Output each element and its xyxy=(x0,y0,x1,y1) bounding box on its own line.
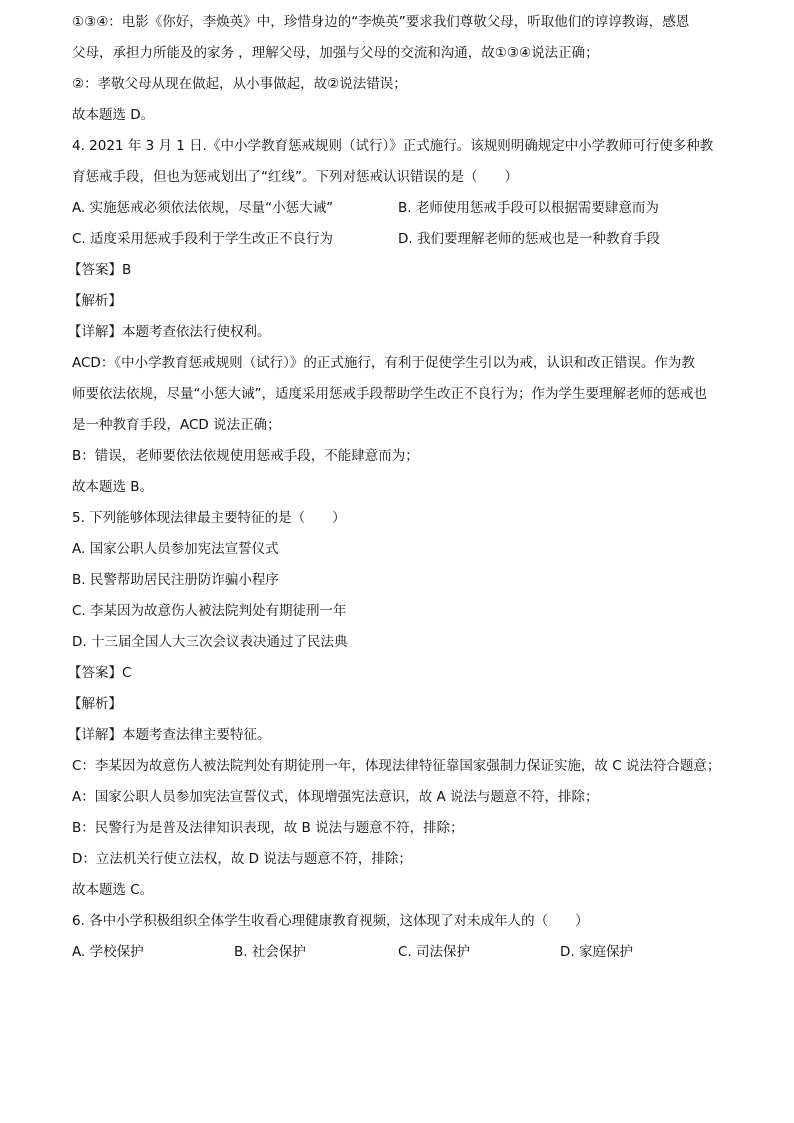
q4-option-a: A. 实施惩戒必须依法依规，尽量“小惩大诫” xyxy=(72,200,334,216)
q6-option-d: D. 家庭保护 xyxy=(560,944,633,960)
q4-option-c: C. 适度采用惩戒手段利于学生改正不良行为 xyxy=(72,231,334,247)
q5-stem: 5. 下列能够体现法律最主要特征的是（ ） xyxy=(72,510,346,526)
q4-explanation-line-4: B：错误，老师要依法依规使用惩戒手段，不能肆意而为； xyxy=(72,448,419,464)
q5-option-a: A. 国家公职人员参加宪法宣誓仪式 xyxy=(72,541,279,557)
q3-explanation-line-2: 父母，承担力所能及的家务 ，理解父母，加强与父母的交流和沟通，故①③④说法正确； xyxy=(72,45,599,61)
q5-option-d: D. 十三届全国人大三次会议表决通过了民法典 xyxy=(72,634,348,650)
q4-stem-line-2: 育惩戒手段，但也为惩戒划出了“红线”。下列对惩戒认识错误的是（ ） xyxy=(72,169,518,185)
q3-explanation-line-3: ②：孝敬父母从现在做起，从小事做起，故②说法错误； xyxy=(72,76,407,92)
q6-option-b: B. 社会保护 xyxy=(234,944,306,960)
q5-option-c: C. 李某因为故意伤人被法院判处有期徒刑一年 xyxy=(72,603,347,619)
q5-explanation-line-4: D：立法机关行使立法权，故 D 说法与题意不符，排除； xyxy=(72,851,412,867)
q5-detail-heading: 【详解】本题考查法律主要特征。 xyxy=(68,727,271,743)
q4-analysis-heading: 【解析】 xyxy=(68,293,122,309)
q6-stem: 6. 各中小学积极组织全体学生收看心理健康教育视频，这体现了对未成年人的（ ） xyxy=(72,913,589,929)
q4-conclusion: 故本题选 B。 xyxy=(72,479,154,495)
q4-detail-heading: 【详解】本题考查依法行使权利。 xyxy=(68,324,271,340)
q4-answer: 【答案】B xyxy=(68,262,132,278)
q5-conclusion: 故本题选 C。 xyxy=(72,882,154,898)
q3-explanation-line-1: ①③④：电影《你好，李焕英》中，珍惜身边的“李焕英”要求我们尊敬父母，听取他们的谆谆教诲，感恩 xyxy=(72,14,690,30)
q4-stem-line-1: 4. 2021 年 3 月 1 日.《中小学教育惩戒规则（试行）》正式施行。该规则明确规定中小学教师可行使多种教 xyxy=(72,138,714,154)
q5-explanation-line-2: A：国家公职人员参加宪法宣誓仪式，体现增强宪法意识，故 A 说法与题意不符，排除； xyxy=(72,789,599,805)
q5-explanation-line-1: C：李某因为故意伤人被法院判处有期徒刑一年，体现法律特征靠国家强制力保证实施，故 C 说法符合题意； xyxy=(72,758,721,774)
q5-answer: 【答案】C xyxy=(68,665,132,681)
q4-explanation-line-3: 是一种教育手段，ACD 说法正确； xyxy=(72,417,281,433)
q4-option-d: D. 我们要理解老师的惩戒也是一种教育手段 xyxy=(398,231,660,247)
q5-option-b: B. 民警帮助居民注册防诈骗小程序 xyxy=(72,572,279,588)
q5-analysis-heading: 【解析】 xyxy=(68,696,122,712)
q4-explanation-line-2: 师要依法依规，尽量“小惩大诫”，适度采用惩戒手段帮助学生改正不良行为；作为学生要理解老师的惩戒也 xyxy=(72,386,707,402)
q4-option-b: B. 老师使用惩戒手段可以根据需要肆意而为 xyxy=(398,200,659,216)
q6-option-a: A. 学校保护 xyxy=(72,944,144,960)
q4-explanation-line-1: ACD：《中小学教育惩戒规则（试行）》的正式施行，有利于促使学生引以为戒，认识和改正错误。作为教 xyxy=(72,355,695,371)
q5-explanation-line-3: B：民警行为是普及法律知识表现，故 B 说法与题意不符，排除； xyxy=(72,820,464,836)
q6-option-c: C. 司法保护 xyxy=(398,944,471,960)
q3-conclusion: 故本题选 D。 xyxy=(72,107,155,123)
